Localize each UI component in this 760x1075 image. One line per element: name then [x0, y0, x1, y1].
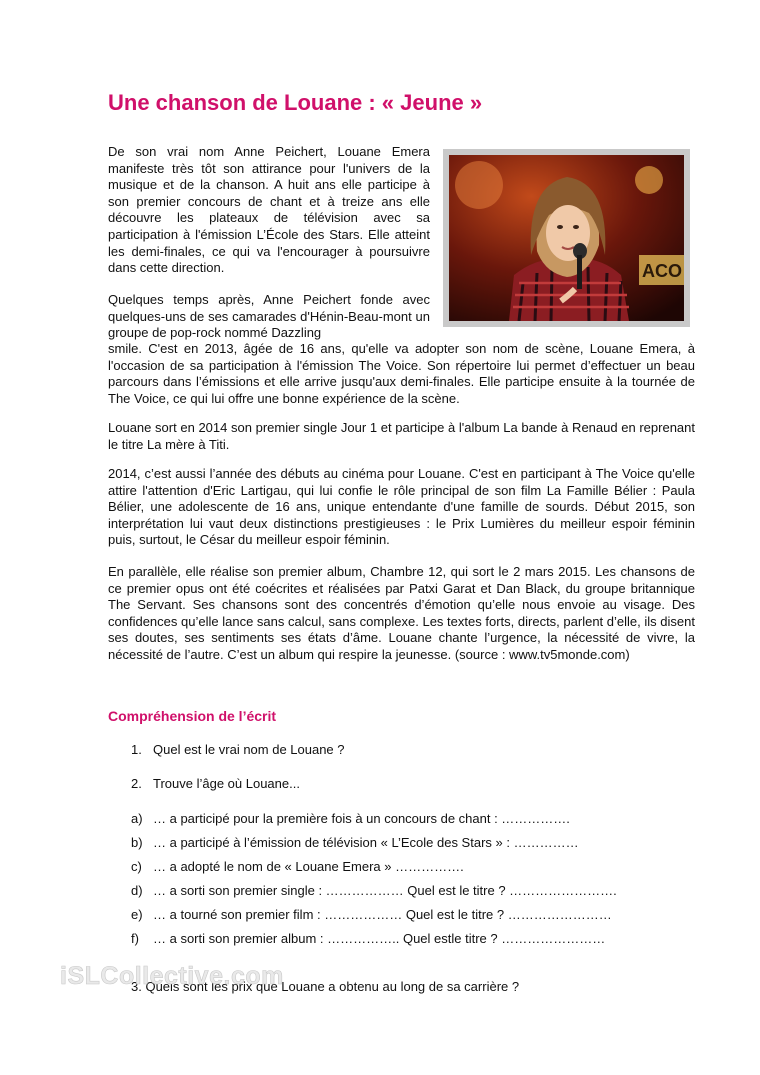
- question-2b: [131, 835, 579, 851]
- question-text: Trouve l’âge où Louane...: [153, 776, 300, 791]
- question-3: 3. Quels sont les prix que Louane a obtenu au long de sa carrière ?: [131, 979, 520, 994]
- item-label: f): [131, 931, 139, 946]
- item-label: e): [131, 907, 143, 922]
- page-title: Une chanson de Louane : « Jeune »: [108, 90, 483, 115]
- singer-photo-icon: [449, 155, 684, 321]
- question-2d: [131, 883, 617, 899]
- question-2: [131, 776, 300, 792]
- item-text: … a sorti son premier album : …………….. Quel estle titre ? ……………………: [153, 931, 606, 946]
- item-text: … a adopté le nom de « Louane Emera » …………….: [153, 859, 464, 874]
- paragraph-album: En parallèle, elle réalise son premier album, Chambre 12, qui sort le 2 mars 2015. Les chansons de ce premier opus ont été coécrites et réalisées par Patxi Garat et Dan Black, du groupe britannique The Servant. Ses chansons sont des concentrés d’émotion qu’elle nous envoie au visage. Des confidences qu’elle lance sans calcul, sans complexe. Les textes forts, directs, parlent d’elle, ils disent ses doutes, ses sentiments ses états d’âme. Louane chante l’urgence, la nécessité de vivre, la nécessité de l’autre. C’est un album qui respire la jeunesse. (source : www.tv5monde.com): [108, 564, 695, 662]
- item-text: … a participé pour la première fois à un concours de chant : …………….: [153, 811, 570, 826]
- question-2e: [131, 907, 612, 923]
- item-text: … a tourné son premier film : ……………… Quel est le titre ? ……………………: [153, 907, 612, 922]
- question-1: [131, 742, 345, 758]
- paragraph-bio-intro: De son vrai nom Anne Peichert, Louane Emera manifeste très tôt son attirance pour l'univers de la musique et de la chanson. A huit ans elle participe à son premier concours de chant et à treize ans elle découvre les plateaux de télévision avec sa participation à l'émission L’École des Stars. Elle atteint les demi-finales, ce qui va l'encourager à poursuivre dans cette direction.: [108, 144, 430, 276]
- singer-photo: [449, 155, 684, 321]
- comprehension-heading: Compréhension de l’écrit: [108, 708, 277, 724]
- question-text: Quel est le vrai nom de Louane ?: [153, 742, 345, 757]
- item-text: … a sorti son premier single : ……………… Quel est le titre ? …………………….: [153, 883, 617, 898]
- paragraph-the-voice: smile. C'est en 2013, âgée de 16 ans, qu'elle va adopter son nom de scène, Louane Emera, à l'occasion de sa participation à l'émission The Voice. Son répertoire lui permet d’effectuer un beau parcours dans l’émissions et elle arrive jusqu'aux demi-finales. Elle participe ensuite à la tournée de The Voice, ce qui lui offre une bonne expérience de la scène.: [108, 341, 695, 406]
- question-number: 2.: [131, 776, 142, 791]
- item-label: c): [131, 859, 142, 874]
- paragraph-band-start: Quelques temps après, Anne Peichert fonde avec quelques-uns de ses camarades d'Hénin-Beau-mont un groupe de pop-rock nommé Dazzling: [108, 292, 430, 341]
- svg-text:ACO: ACO: [642, 261, 682, 281]
- question-2c: [131, 859, 464, 875]
- item-label: d): [131, 883, 143, 898]
- item-label: a): [131, 811, 143, 826]
- photo-frame: [443, 149, 690, 327]
- question-2a: [131, 811, 570, 827]
- watermark-logo: iSLCollective.com: [60, 962, 284, 990]
- question-number: 1.: [131, 742, 142, 757]
- paragraph-first-single: Louane sort en 2014 son premier single Jour 1 et participe à l'album La bande à Renaud en reprenant le titre La mère à Titi.: [108, 420, 695, 452]
- item-text: … a participé à l’émission de télévision « L’Ecole des Stars » : ……………: [153, 835, 579, 850]
- paragraph-cinema: 2014, c’est aussi l’année des débuts au cinéma pour Louane. C'est en participant à The Voice qu'elle attire l'attention d'Eric Lartigau, qui lui confie le rôle principal de son film La Famille Bélier : Paula Bélier, une adolescente de 16 ans, unique entendante d'une famille de sourds. Début 2015, son interprétation lui vaut deux distinctions prestigieuses : le Prix Lumières du meilleur espoir féminin puis, surtout, le César du meilleur espoir féminin.: [108, 466, 695, 548]
- item-label: b): [131, 835, 143, 850]
- question-2f: [131, 931, 605, 947]
